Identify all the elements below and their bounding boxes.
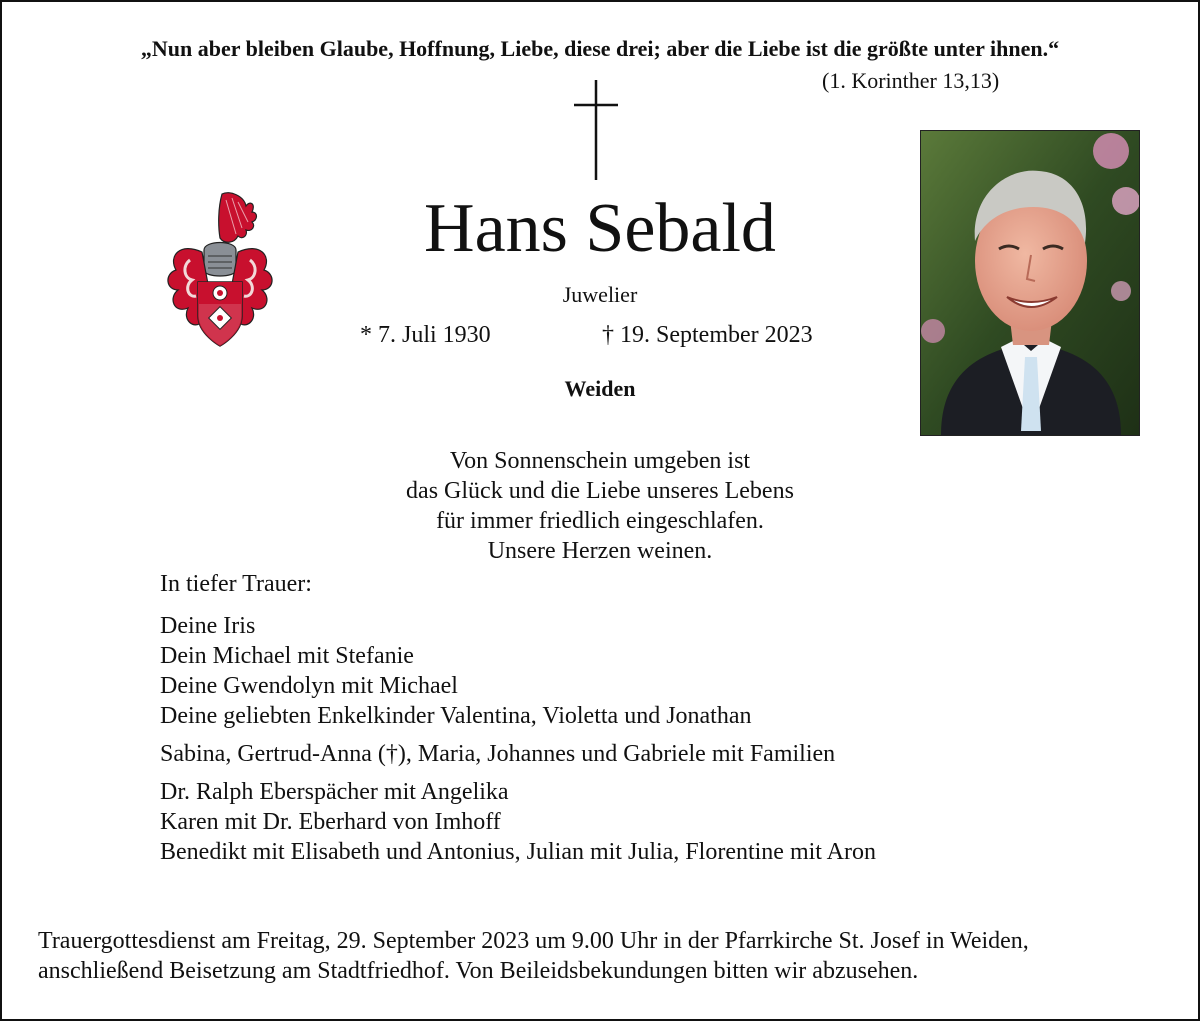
bible-quote: „Nun aber bleiben Glaube, Hoffnung, Liebe, diese drei; aber die Liebe ist die größte unter ihnen.“ (140, 36, 1060, 61)
mourner-line: Benedikt mit Elisabeth und Antonius, Julian mit Julia, Florentine mit Aron (160, 839, 876, 865)
mourners-list (160, 611, 876, 867)
poem-line: das Glück und die Liebe unseres Lebens (406, 478, 794, 504)
portrait-photo (920, 130, 1140, 436)
mourner-line: Deine Iris (160, 613, 256, 639)
death-date: † 19. September 2023 (602, 322, 813, 348)
funeral-service-info (38, 926, 1029, 986)
mourner-line: Dein Michael mit Stefanie (160, 643, 414, 669)
mourner-line: Karen mit Dr. Eberhard von Imhoff (160, 809, 501, 835)
deceased-place: Weiden (564, 376, 636, 401)
birth-date: * 7. Juli 1930 (360, 322, 491, 348)
cross-icon (572, 80, 620, 180)
poem-line: Unsere Herzen weinen. (487, 538, 713, 564)
coat-of-arms-icon (160, 186, 280, 354)
service-line: anschließend Beisetzung am Stadtfriedhof. Von Beileidsbekundungen bitten wir abzusehen. (38, 958, 919, 984)
mourner-line: Deine geliebten Enkelkinder Valentina, Violetta und Jonathan (160, 703, 752, 729)
mourner-line: Deine Gwendolyn mit Michael (160, 673, 458, 699)
service-line: Trauergottesdienst am Freitag, 29. September 2023 um 9.00 Uhr in der Pfarrkirche St. Josef in Weiden, (38, 928, 1029, 954)
poem-line: für immer friedlich eingeschlafen. (436, 508, 764, 534)
mourners-label: In tiefer Trauer: (160, 571, 312, 597)
mourner-line: Sabina, Gertrud-Anna (†), Maria, Johannes und Gabriele mit Familien (160, 741, 836, 767)
mourner-line: Dr. Ralph Eberspächer mit Angelika (160, 779, 509, 805)
deceased-name: Hans Sebald (424, 190, 776, 267)
poem (340, 446, 860, 566)
poem-line: Von Sonnenschein umgeben ist (449, 448, 751, 474)
deceased-occupation: Juwelier (562, 282, 638, 307)
bible-reference: (1. Korinther 13,13) (822, 68, 1000, 93)
